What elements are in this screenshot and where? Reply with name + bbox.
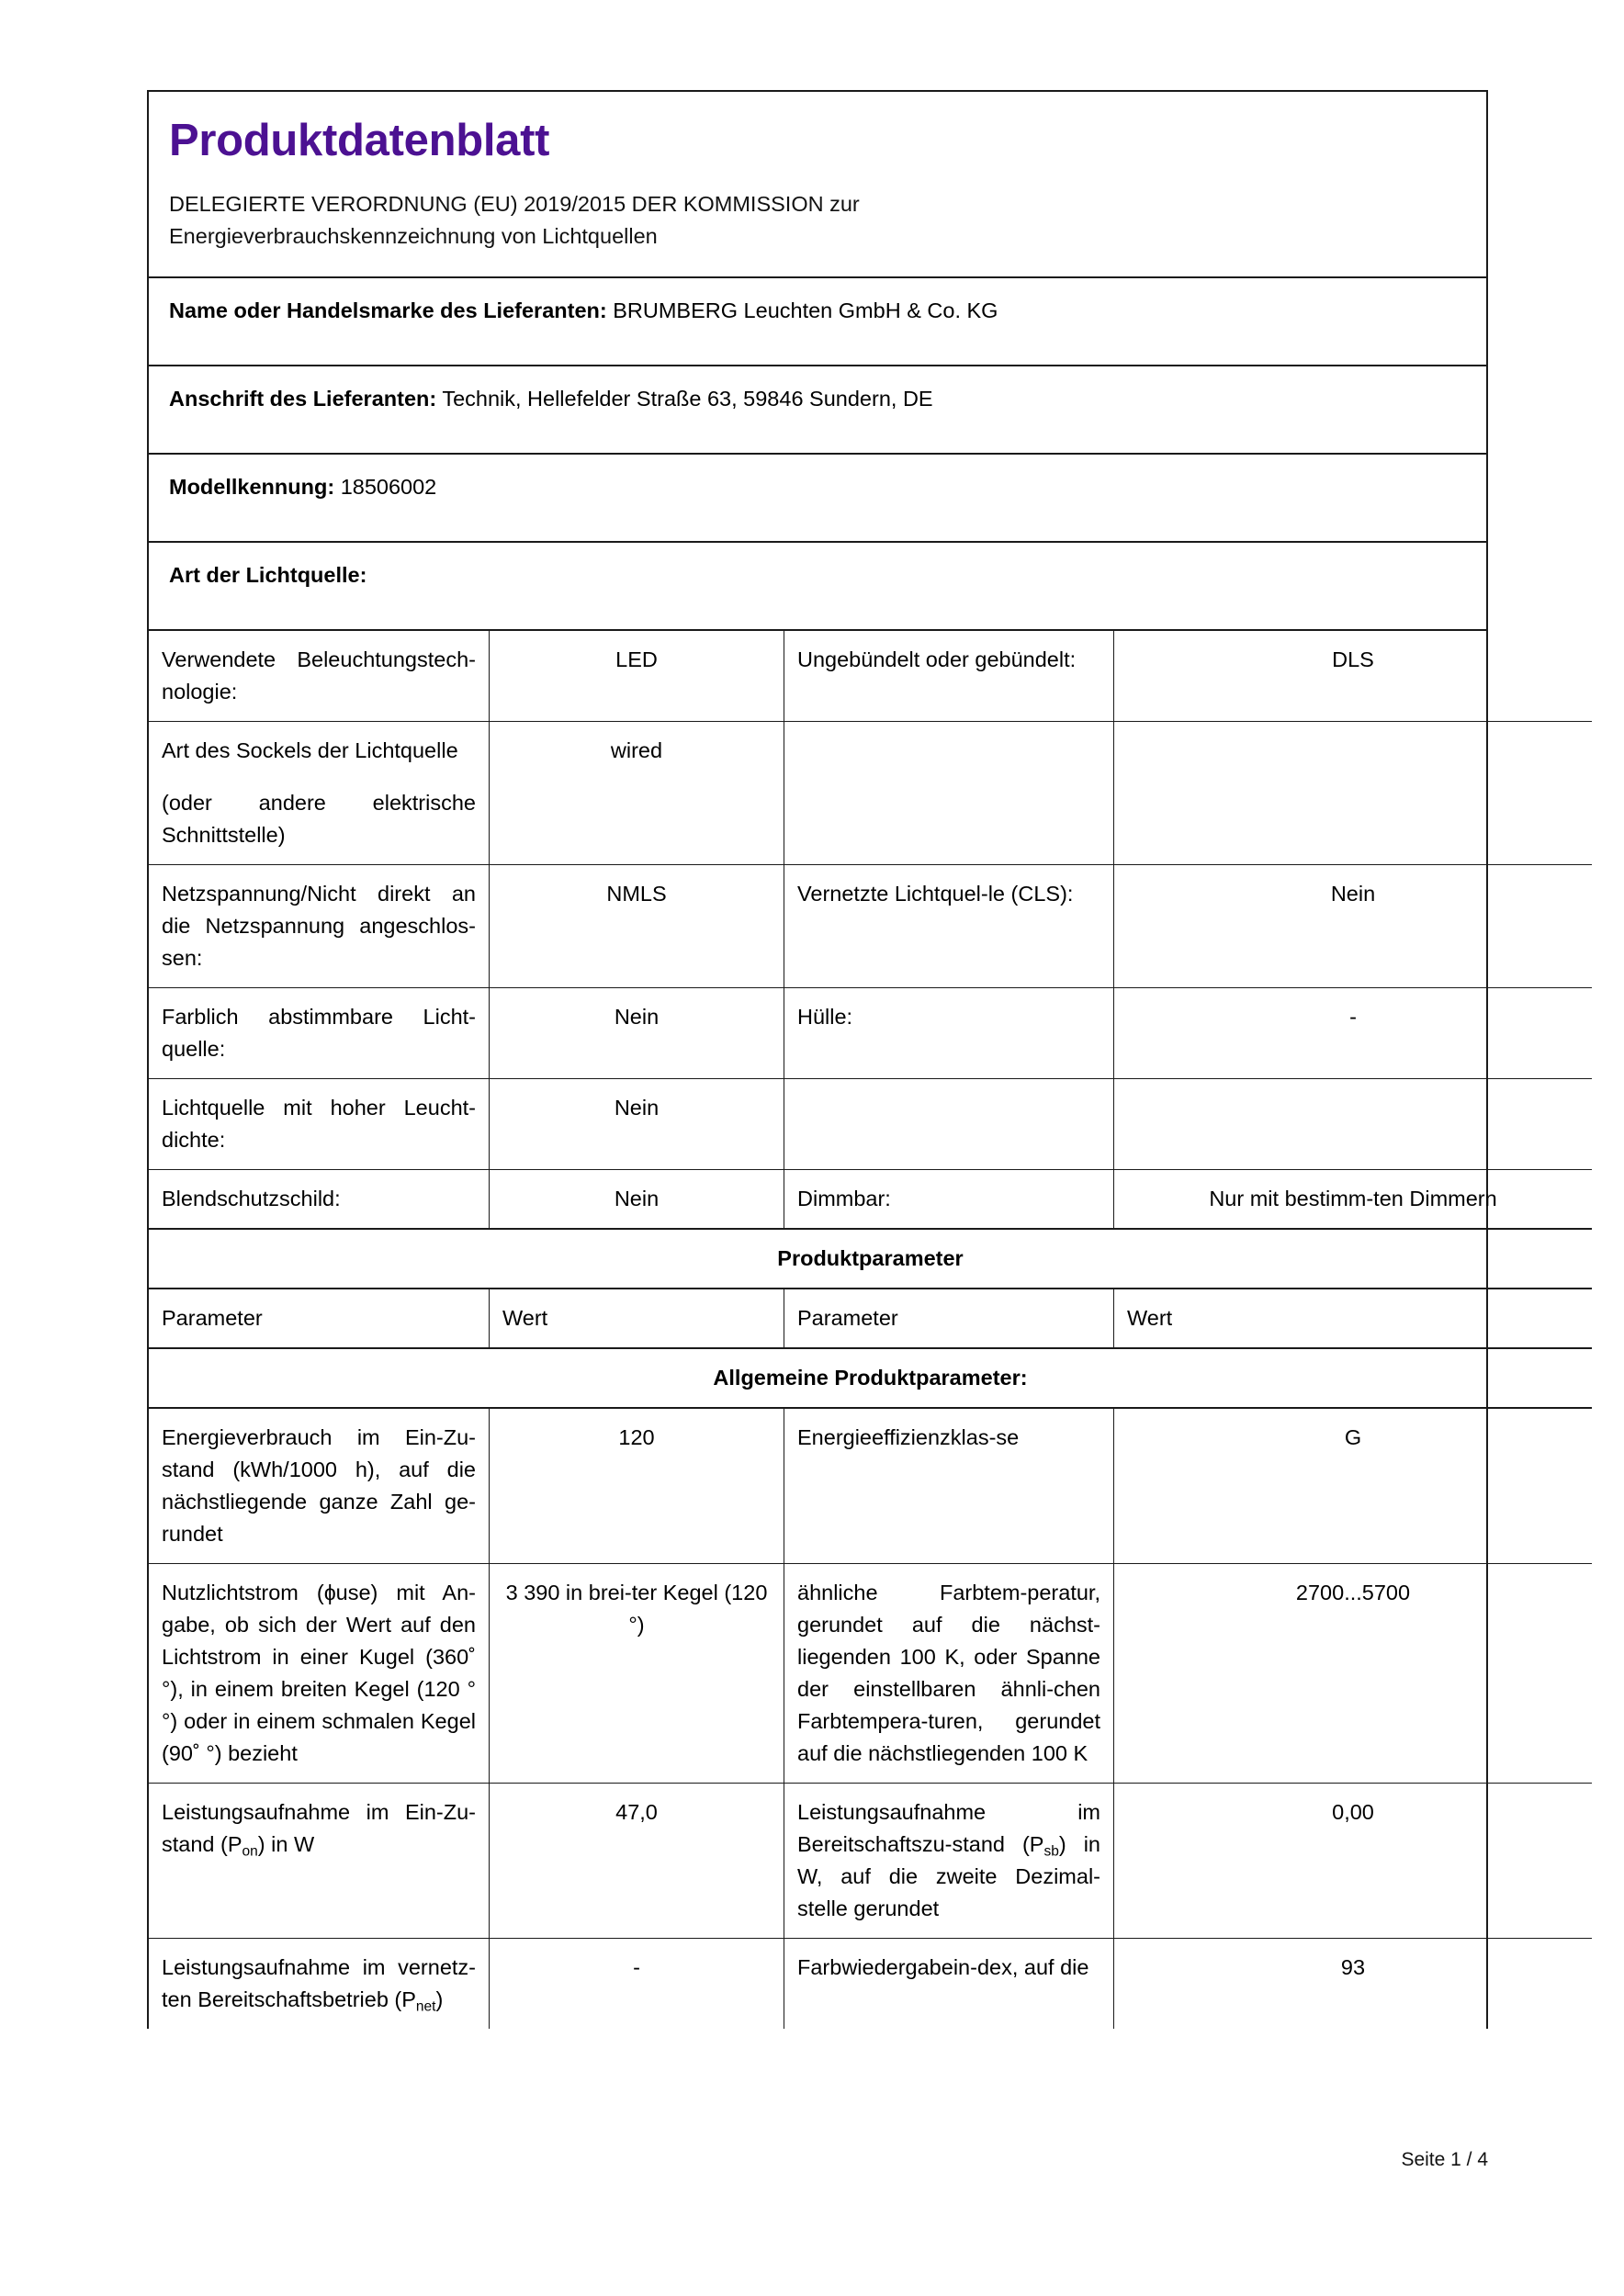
regulation-line-2: Energieverbrauchskennzeichnung von Lichtquellen <box>169 224 658 249</box>
table-row <box>149 1078 1592 1169</box>
value-standby-power: 0,00 <box>1114 1783 1593 1938</box>
value-correlated-colour-temperature: 2700...5700 <box>1114 1563 1593 1783</box>
band-produktparameter: Produktparameter <box>149 1229 1592 1289</box>
param-energy-consumption: Energieverbrauch im Ein-Zu-stand (kWh/1000 h), auf die nächstliegende ganze Zahl ge-rundet <box>149 1408 490 1564</box>
param-connected-lightsource: Vernetzte Lichtquel-le (CLS): <box>784 864 1114 987</box>
value-lighting-technology: LED <box>490 631 784 722</box>
param-empty-luminance <box>784 1078 1114 1169</box>
table-section-band-row <box>149 1348 1592 1408</box>
value-cap-type: wired <box>490 721 784 864</box>
supplier-address-row <box>149 366 1486 455</box>
param-cap-type-line1: Art des Sockels der Lichtquelle <box>162 737 458 762</box>
value-empty-luminance <box>1114 1078 1593 1169</box>
value-directional: DLS <box>1114 631 1593 722</box>
value-energy-efficiency-class: G <box>1114 1408 1593 1564</box>
param-colour-tunable: Farblich abstimmbare Licht-quelle: <box>149 987 490 1078</box>
page-footer: Seite 1 / 4 <box>1401 2149 1488 2170</box>
model-identifier-value: 18506002 <box>340 474 437 499</box>
value-on-mode-power: 47,0 <box>490 1783 784 1938</box>
value-envelope: - <box>1114 987 1593 1078</box>
table-row <box>149 631 1592 722</box>
value-high-luminance: Nein <box>490 1078 784 1169</box>
param-anti-glare-shield: Blendschutzschild: <box>149 1169 490 1229</box>
table-header-row <box>149 1289 1592 1348</box>
lightsource-type-label: Art der Lichtquelle: <box>169 562 367 587</box>
page-title: Produktdatenblatt <box>169 116 550 165</box>
regulation-line-1: DELEGIERTE VERORDNUNG (EU) 2019/2015 DER KOMMISSION zur <box>169 192 860 217</box>
supplier-name-row <box>149 278 1486 366</box>
param-envelope: Hülle: <box>784 987 1114 1078</box>
table-row <box>149 1408 1592 1564</box>
param-networked-standby-power-pre: Leistungsaufnahme im vernetz-ten Bereitschaftsbetrieb (P <box>162 1954 476 2011</box>
supplier-name-value: BRUMBERG Leuchten GmbH & Co. KG <box>613 298 998 322</box>
param-networked-standby-power-post: ) <box>435 1986 444 2011</box>
param-cap-type-line2: (oder andere elektrische Schnittstelle) <box>162 790 476 847</box>
value-colour-tunable: Nein <box>490 987 784 1078</box>
model-identifier-row <box>149 455 1486 543</box>
param-high-luminance: Lichtquelle mit hoher Leucht-dichte: <box>149 1078 490 1169</box>
table-row <box>149 1783 1592 1938</box>
value-empty-cap <box>1114 721 1593 864</box>
datasheet-frame <box>147 90 1497 2029</box>
column-header-wert-2: Wert <box>1114 1289 1593 1348</box>
table-row <box>149 1169 1592 1229</box>
param-standby-power-sub: sb <box>1043 1843 1059 1860</box>
param-on-mode-power-pre: Leistungsaufnahme im Ein-Zu-stand (P <box>162 1799 476 1856</box>
param-useful-luminous-flux: Nutzlichtstrom (ɸuse) mit An-gabe, ob sich der Wert auf den Lichtstrom in einer Kugel (360˚ °), in einem breiten Kegel (120 °°) oder in einem schmalen Kegel (90˚ °) bezieht <box>149 1563 490 1783</box>
table-section-band-row <box>149 1229 1592 1289</box>
param-lighting-technology: Verwendete Beleuchtungstech-nologie: <box>149 631 490 722</box>
param-mains-voltage: Netzspannung/Nicht direkt an die Netzspannung angeschlos-sen: <box>149 864 490 987</box>
supplier-name-label: Name oder Handelsmarke des Lieferanten: <box>169 298 607 322</box>
param-energy-efficiency-class: Energieeffizienzklas-se <box>784 1408 1114 1564</box>
param-on-mode-power-sub: on <box>242 1843 258 1860</box>
param-cap-type <box>149 721 490 864</box>
specification-table <box>149 631 1592 2029</box>
value-connected-lightsource: Nein <box>1114 864 1593 987</box>
band-allgemeine-produktparameter: Allgemeine Produktparameter: <box>149 1348 1592 1408</box>
table-row <box>149 1563 1592 1783</box>
param-on-mode-power-post: ) in W <box>257 1831 315 1856</box>
column-header-wert-1: Wert <box>490 1289 784 1348</box>
value-dimmable: Nur mit bestimm-ten Dimmern <box>1114 1169 1593 1229</box>
param-networked-standby-power <box>149 1938 490 2029</box>
column-header-parameter-2: Parameter <box>784 1289 1114 1348</box>
param-empty-cap <box>784 721 1114 864</box>
regulation-subtitle <box>169 188 1466 253</box>
param-standby-power-pre: Leistungsaufnahme im Bereitschaftszu-stand (P <box>797 1799 1100 1856</box>
value-useful-luminous-flux: 3 390 in brei-ter Kegel (120 °) <box>490 1563 784 1783</box>
param-colour-rendering-index: Farbwiedergabein-dex, auf die <box>784 1938 1114 2029</box>
param-networked-standby-power-sub: net <box>415 1998 436 2015</box>
value-networked-standby-power: - <box>490 1938 784 2029</box>
column-header-parameter-1: Parameter <box>149 1289 490 1348</box>
param-on-mode-power <box>149 1783 490 1938</box>
param-dimmable: Dimmbar: <box>784 1169 1114 1229</box>
model-identifier-label: Modellkennung: <box>169 474 335 499</box>
param-standby-power-post: ) in W, auf die zweite Dezimal-stelle gerundet <box>797 1831 1100 1920</box>
param-directional: Ungebündelt oder gebündelt: <box>784 631 1114 722</box>
document-header <box>149 92 1486 278</box>
supplier-address-value: Technik, Hellefelder Straße 63, 59846 Sundern, DE <box>442 386 933 411</box>
value-anti-glare-shield: Nein <box>490 1169 784 1229</box>
supplier-address-label: Anschrift des Lieferanten: <box>169 386 437 411</box>
value-colour-rendering-index: 93 <box>1340 1954 1366 1979</box>
table-row <box>149 864 1592 987</box>
param-correlated-colour-temperature: ähnliche Farbtem-peratur, gerundet auf die nächst-liegenden 100 K, oder Spanne der einstellbaren ähnli-chen Farbtempera-turen, gerundet auf die nächstliegenden 100 K <box>784 1563 1114 1783</box>
param-standby-power <box>784 1783 1114 1938</box>
table-row <box>149 721 1592 864</box>
table-row <box>149 987 1592 1078</box>
value-mains-voltage: NMLS <box>490 864 784 987</box>
lightsource-type-row <box>149 543 1486 631</box>
value-energy-consumption: 120 <box>490 1408 784 1564</box>
table-row <box>149 1938 1592 2029</box>
